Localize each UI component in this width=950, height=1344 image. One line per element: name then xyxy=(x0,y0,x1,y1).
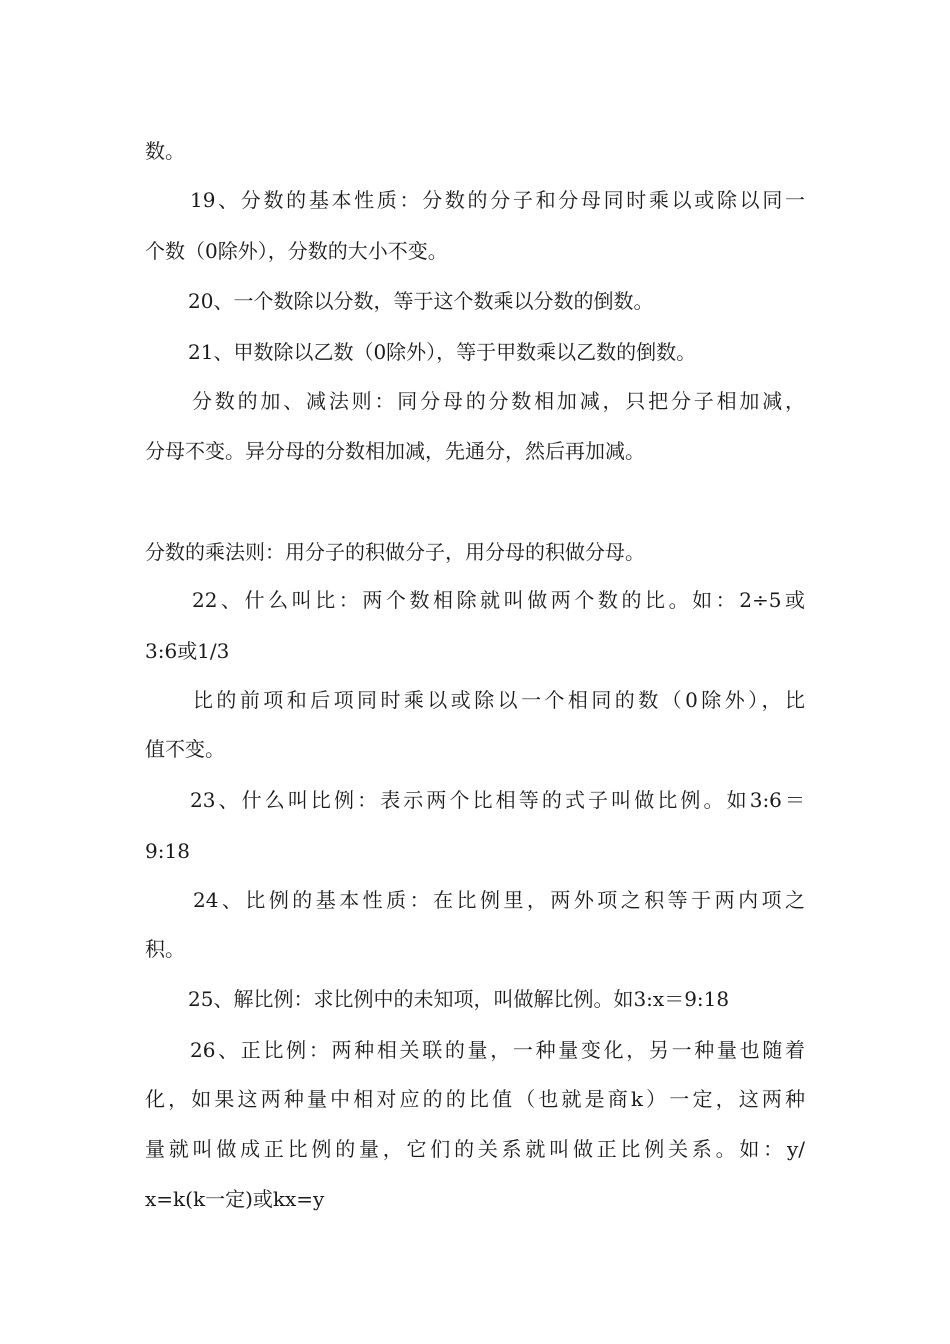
text-line: 20、一个数除以分数，等于这个数乘以分数的倒数。 xyxy=(188,289,654,313)
text-line: 24、比例的基本性质：在比例里，两外项之积等于两内项之 xyxy=(193,888,805,912)
text-line: 化，如果这两种量中相对应的的比值（也就是商k）一定，这两种 xyxy=(145,1087,805,1111)
text-line: 个数（0除外），分数的大小不变。 xyxy=(145,239,448,263)
text-line: 分数的乘法则：用分子的积做分子，用分母的积做分母。 xyxy=(145,540,645,564)
text-line: x=k(k一定)或kx=y xyxy=(145,1187,325,1211)
text-line: 3:6或1/3 xyxy=(145,639,230,663)
text-line: 21、甲数除以乙数（0除外），等于甲数乘以乙数的倒数。 xyxy=(188,340,697,364)
text-line: 分母不变。异分母的分数相加减，先通分，然后再加减。 xyxy=(145,439,645,463)
text-line: 25、解比例：求比例中的未知项，叫做解比例。如3:x＝9:18 xyxy=(188,987,730,1011)
text-line: 26、正比例：两种相关联的量，一种量变化，另一种量也随着 xyxy=(190,1038,805,1062)
text-line: 比的前项和后项同时乘以或除以一个相同的数（0除外），比 xyxy=(193,688,805,712)
text-line: 量就叫做成正比例的量，它们的关系就叫做正比例关系。如：y/ xyxy=(145,1137,805,1161)
text-line: 积。 xyxy=(145,937,185,961)
text-line: 9:18 xyxy=(145,839,190,863)
text-line: 23、什么叫比例：表示两个比相等的式子叫做比例。如3:6＝ xyxy=(190,788,805,812)
text-line: 22、什么叫比：两个数相除就叫做两个数的比。如：2÷5或 xyxy=(192,588,805,612)
text-line: 数。 xyxy=(145,139,185,163)
text-line: 19、分数的基本性质：分数的分子和分母同时乘以或除以同一 xyxy=(190,188,805,212)
text-line: 值不变。 xyxy=(145,737,225,761)
text-line: 分数的加、减法则：同分母的分数相加减，只把分子相加减， xyxy=(192,389,805,413)
